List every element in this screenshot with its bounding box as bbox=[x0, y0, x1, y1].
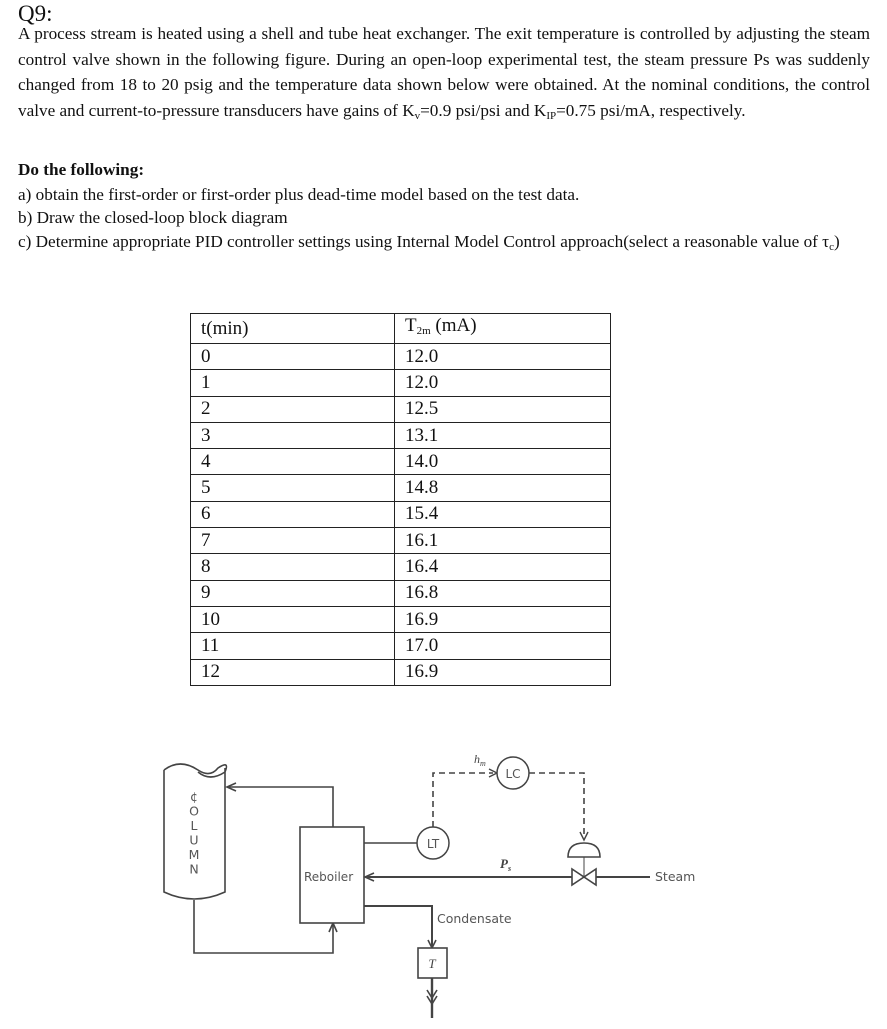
table-row bbox=[191, 449, 611, 475]
time-cell: 6 bbox=[191, 501, 395, 527]
task-b: b) Draw the closed-loop block diagram bbox=[18, 208, 288, 227]
controller-output-line bbox=[529, 773, 584, 838]
time-cell: 9 bbox=[191, 580, 395, 606]
condensate-line bbox=[364, 906, 432, 946]
time-cell: 12 bbox=[191, 659, 395, 685]
table-header-row bbox=[191, 314, 611, 344]
time-cell: 4 bbox=[191, 449, 395, 475]
time-cell: 2 bbox=[191, 396, 395, 422]
reboiler-label: Reboiler bbox=[304, 870, 354, 884]
table-row bbox=[191, 606, 611, 632]
table-row bbox=[191, 528, 611, 554]
table-row bbox=[191, 396, 611, 422]
gain-kv: $K_v=0.9$ psi/psi and bbox=[402, 100, 534, 122]
time-cell: 11 bbox=[191, 633, 395, 659]
table-row bbox=[191, 344, 611, 370]
time-cell: 0 bbox=[191, 344, 395, 370]
ps-label: $P_s$ bbox=[500, 856, 512, 873]
table-row bbox=[191, 633, 611, 659]
lc-label: LC bbox=[505, 767, 521, 781]
column-letter: L bbox=[190, 818, 198, 833]
lt-label: LT bbox=[426, 837, 440, 851]
column-letter: N bbox=[189, 861, 199, 877]
problem-text: A process stream is heated using a shell and tube heat exchanger. The exit temperature is controlled by adjusting the steam control valve shown in the following figure. During an open-loop experimental test, the steam pressure Ps was suddenly changed from 18 to 20 psig and the temperature data shown below were obtained. At the nominal conditions, the control valve and current-to-pressure transducers have gains of bbox=[18, 24, 870, 120]
table-row bbox=[191, 475, 611, 501]
reboiler-level-control-diagram bbox=[0, 700, 887, 1024]
temperature-cell: 12.0 bbox=[395, 344, 611, 370]
temperature-cell: 16.8 bbox=[395, 580, 611, 606]
time-cell: 10 bbox=[191, 606, 395, 632]
time-cell: 7 bbox=[191, 528, 395, 554]
column-letter: ¢ bbox=[190, 789, 198, 804]
table-row bbox=[191, 370, 611, 396]
hm-label: $h_m$ bbox=[474, 752, 486, 768]
header-temperature: $T_{2m}$ (mA) bbox=[395, 314, 611, 344]
question-number: Q9: bbox=[18, 1, 53, 26]
gain-kip: $K_{IP}=0.75$ psi/mA, respectively. bbox=[533, 100, 746, 122]
header-time: t(min) bbox=[191, 314, 395, 344]
table-row bbox=[191, 659, 611, 685]
table-row bbox=[191, 501, 611, 527]
step-test-data-table bbox=[190, 313, 611, 686]
column-letter: U bbox=[189, 832, 199, 848]
time-cell: 1 bbox=[191, 370, 395, 396]
temperature-cell: 16.9 bbox=[395, 659, 611, 685]
column-letter: M bbox=[188, 847, 200, 862]
temperature-cell: 13.1 bbox=[395, 422, 611, 448]
tasks-heading: Do the following: bbox=[18, 160, 145, 179]
table-row bbox=[191, 580, 611, 606]
table-row bbox=[191, 554, 611, 580]
temperature-cell: 17.0 bbox=[395, 633, 611, 659]
steam-label: Steam bbox=[655, 869, 696, 884]
condensate-label: Condensate bbox=[437, 911, 512, 926]
valve-actuator bbox=[568, 843, 600, 857]
problem-statement bbox=[18, 21, 870, 129]
trap-label: T bbox=[428, 956, 436, 971]
time-cell: 5 bbox=[191, 475, 395, 501]
temperature-cell: 16.4 bbox=[395, 554, 611, 580]
temperature-cell: 16.1 bbox=[395, 528, 611, 554]
temperature-cell: 12.0 bbox=[395, 370, 611, 396]
temperature-cell: 14.0 bbox=[395, 449, 611, 475]
vapor-return-line bbox=[228, 787, 333, 827]
temperature-cell: 12.5 bbox=[395, 396, 611, 422]
temperature-cell: 15.4 bbox=[395, 501, 611, 527]
column-label bbox=[189, 789, 200, 877]
task-c: c) Determine appropriate PID controller settings using Internal Model Control approach(select a reasonable value of $\tau_c$) bbox=[18, 232, 840, 253]
temperature-cell: 14.8 bbox=[395, 475, 611, 501]
task-a: a) obtain the first-order or first-order plus dead-time model based on the test data. bbox=[18, 185, 580, 204]
column-letter: O bbox=[189, 803, 199, 819]
temperature-cell: 16.9 bbox=[395, 606, 611, 632]
table-row bbox=[191, 422, 611, 448]
time-cell: 3 bbox=[191, 422, 395, 448]
time-cell: 8 bbox=[191, 554, 395, 580]
measurement-signal-line bbox=[433, 773, 493, 827]
